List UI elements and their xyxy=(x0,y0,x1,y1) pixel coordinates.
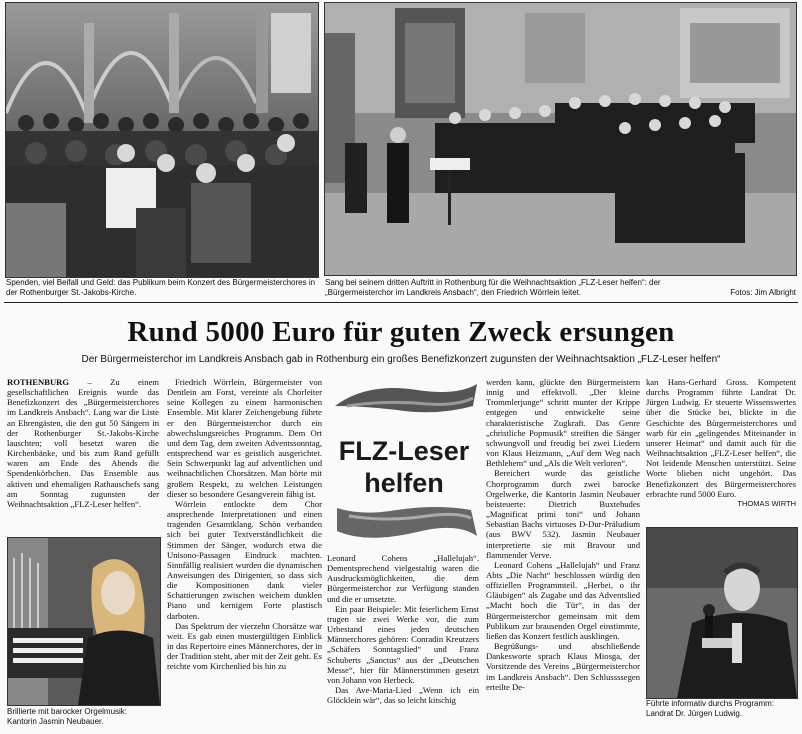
top-divider xyxy=(4,302,798,303)
choir-photo-caption: Sang bei seinem dritten Auftritt in Rothenburg für die Weihnachtsaktion „FLZ-Leser helfen“: der „Bürgermeisterchor im Landkreis Ansbach“, den Friedrich Wörrlein leitet. xyxy=(325,278,661,297)
speaker-photo xyxy=(646,527,798,699)
choir-photo-image xyxy=(325,3,796,275)
paragraph: Das Spektrum der vierzehn Chorsätze war weit. Es gab einen mustergültigen Einblick in das Repertoire eines Männerchores, der in der Tradition steht, aber mit der Zeit geht. Es reichte vom Kirchenlied bis hin zu xyxy=(167,620,322,672)
paragraph: Bereichert wurde das geistliche Chorprogramm durch zwei barocke Orgelwerke, die Kantorin Jasmin Neubauer beisteuerte: Dietrich Buxtehudes „Magnificat primi toni“ und Johann Sebastian Bachs virtuoses D-Dur-Präludium (aus BWV 532). Jasmin Neubauer interpretierte sie mit Bravour und flammender Verve. xyxy=(486,468,640,560)
paragraph: Begrüßungs- und abschließende Dankesworte sprach Klaus Miosga, der Vorsitzende des Vereins „Bürgermeisterchor im Landkreis Ansbach“. Den Schlussssegen erteilte De- xyxy=(486,641,640,692)
headline: Rund 5000 Euro für guten Zweck ersungen xyxy=(127,316,675,348)
paragraph: Leonard Cohens „Hallelujah“. Dementsprechend vielgestaltig waren die Ausdrucksmöglichkeiten, die dem Bürgermeisterchor zur Verfügung standen und die er umsetzte. xyxy=(327,553,479,604)
logo-line-1: FLZ-Leser xyxy=(338,436,470,466)
paragraph: Wörrlein entlockte dem Chor ansprechende Interpretationen und einen tragenden Gesamtklang. Schön verbanden sich bei guter Textverständlichkeit die Stimmen der Sänger, wodurch etwa die Unisono-Passagen Eindruck machten. Sinnfällig realisiert wurden die dynamischen Anweisungen des Dirigenten, so dass sich die Kompositionen dank vieler Schattierungen zwischen weichem dunklen Piano und kernigem Forte plastisch darboten. xyxy=(167,498,322,621)
paragraph: Friedrich Wörrlein, Bürgermeister von Dentlein am Forst, vereinte als Chorleiter seine Kollegen zu einem harmonischen Ensemble. Mit klarer Zeichengebung führte er den Bürgermeisterchor durch ein abwechslungsreiches Programm. Dem Ort und dem Tag, dem zweiten Adventssonntag, entsprechend war es geistlich ausgerichtet. Sein Schwerpunkt lag auf adventlichen und weihnachtlichen Chorsätzen. Man hörte mit großem Respekt, zu welchen Leistungen dieser so besondere Gesangverein fähig ist. xyxy=(167,377,322,499)
logo-line-2: helfen xyxy=(364,468,444,498)
column-5 xyxy=(646,377,796,509)
column-3 xyxy=(327,553,479,705)
paragraph: kan Hans-Gerhard Gross. Kompetent durchs Programm führte Landrat Dr. Jürgen Ludwig. Er steuerte Wissenswertes über die Stücke bei, blickte in die Geschichte des Bürgermeisterchores und warb für ein „gelingendes Miteinander in unserer Heimat“ und damit auch für die Weihnachtsaktion „FLZ-Leser helfen“, die Not leidende Menschen unterstützt. Seine Worte blieben nicht ungehört. Das Benefizkonzert des Bürgermeisterchores erbrachte rund 5000 Euro. xyxy=(646,377,796,499)
organist-photo-image xyxy=(8,538,160,705)
organist-caption: Brillierte mit barocker Orgelmusik: Kantorin Jasmin Neubauer. xyxy=(7,707,128,726)
column-4 xyxy=(486,377,640,692)
dateline: ROTHENBURG xyxy=(7,377,70,387)
author-byline: THOMAS WIRTH xyxy=(737,498,796,508)
lead-paragraph: ROTHENBURG – Zu einem gesellschaftlichen Ereignis wurde das Benefizkonzert des „Bürgermeisterchores im Landkreis Ansbach“. Lang war die Liste an Ehrengästen, die den gut 50 Sängern in der Rothenburger St.-Jakobs-Kirche lauschten; voll besetzt waren die Kirchenbänke, und bis zum Rand gefüllt waren am Ende des Abends die Spendenkörbchen. Das Ensemble aus aktiven und ehemaligen Rathauschefs sang am Sonntag zugunsten der Weihnachtsaktion „FLZ-Leser helfen“. xyxy=(7,377,159,509)
column-2 xyxy=(167,377,322,672)
column-1 xyxy=(7,377,159,509)
speaker-caption: Führte informativ durchs Programm: Landrat Dr. Jürgen Ludwig. xyxy=(646,699,775,718)
audience-photo-image xyxy=(6,3,318,277)
subheadline: Der Bürgermeisterchor im Landkreis Ansbach gab in Rothenburg ein großes Benefizkonzert zugunsten der Weihnachtsaktion „FLZ-Leser helfen“ xyxy=(81,354,721,365)
organist-photo xyxy=(7,537,161,706)
paragraph: werden kann, glückte den Bürgermeistern innig und effektvoll. „Der kleine Trommlerjunge“ schritt munter der Krippe entgegen und entwickelte seine charakteristische Zugkraft. Das Genre „christliche Popmusik“ streiften die Sänger schwungvoll und freudig bei zwei Liedern von Klaus Heizmann, „Auf dem Weg nach Bethlehem“ und „Als die Welt verloren“. xyxy=(486,377,640,469)
paragraph: Ein paar Beispiele: Mit feierlichem Ernst trugen sie zwei Werke vor, die zum Urbestand eines jeden deutschen Männerchores gehören: Conradin Kreutzers „Schäfers Sonntagslied“ und Franz Schuberts „Sanctus“ aus der „Deutschen Messe“, hier für Männerstimmen gesetzt von Johann von Herbeck. xyxy=(327,603,479,685)
choir-photo xyxy=(324,2,797,276)
paragraph: Das Ave-Maria-Lied „Wenn ich ein Glöcklein wär“, das so leicht kitschig xyxy=(327,685,479,706)
speaker-photo-image xyxy=(647,528,797,698)
flz-leser-helfen-logo xyxy=(327,376,481,546)
photo-credit: Fotos: Jim Albright xyxy=(730,288,796,297)
audience-photo xyxy=(5,2,319,278)
paragraph: Leonard Cohens „Hallelujah“ und Franz Abts „Die Nacht“ beschlossen würdig den offiziellen Programmteil. „Herbei, o ihr Gläubigen“ als Zugabe und das Adventslied „Macht hoch die Tür“, in das der Bürgermeisterchor gemeinsam mit dem Publikum zur brausenden Orgel einstimmte, ließen das Konzert festlich ausklingen. xyxy=(486,559,640,641)
audience-photo-caption: Spenden, viel Beifall und Geld: das Publikum beim Konzert des Bürgermeisterchores in der Rothenburger St.-Jakobs-Kirche. xyxy=(6,278,316,297)
